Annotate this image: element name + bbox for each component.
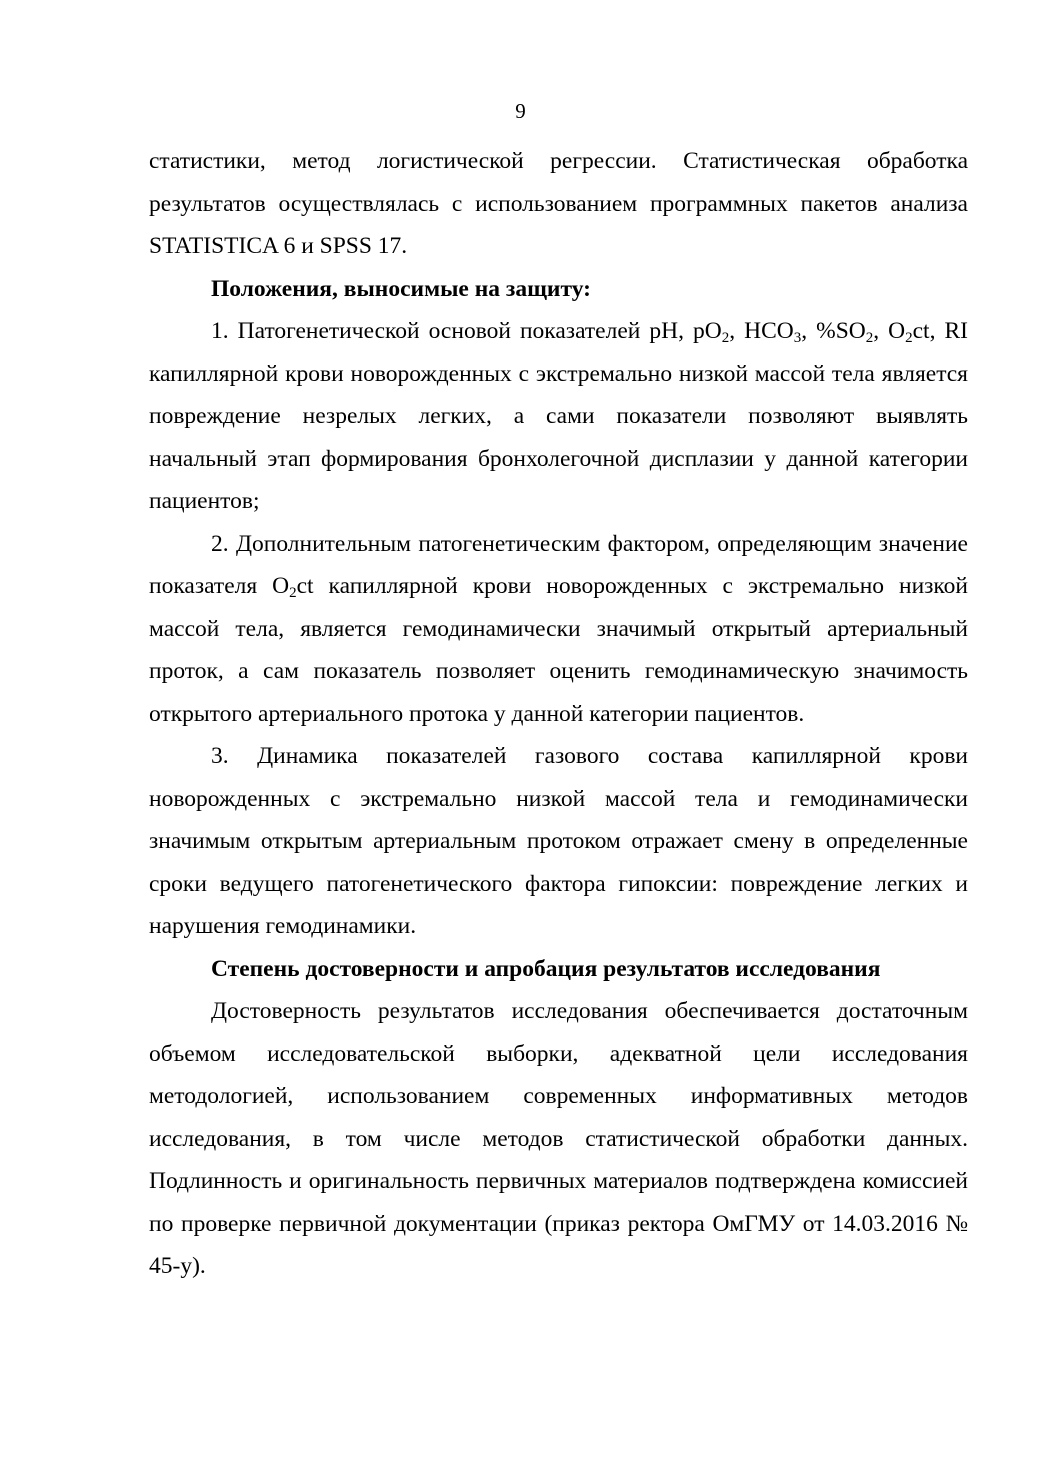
provision-3-paragraph: 3. Динамика показателей газового состава капиллярной крови новорожденных с экстремально низкой массой тела и гемодинамически значимым открытым артериальным протоком отражает смену в определенные сроки ведущего патогенетического фактора гипоксии: повреждение легких и нарушения гемодинамики.: [149, 743, 968, 939]
provision-1-text-b: , HCO: [729, 318, 794, 344]
page-number: 9: [515, 99, 526, 123]
provision-2-text-b: ct капиллярной крови новорожденных с экстремально низкой массой тела, является гемодинамически значимый открытый артериальный проток, а сам показатель позволяет оценить гемодинамическую значимость открытого артериального протока у данной категории пациентов.: [149, 573, 968, 727]
provision-1-paragraph: [149, 310, 968, 523]
provision-1-subscript-a: 2: [721, 330, 730, 346]
heading-reliability: Степень достоверности и апробация результатов исследования: [211, 955, 881, 982]
provision-1-text-a: 1. Патогенетической основой показателей pH, pO: [211, 318, 722, 344]
provision-2-paragraph: [149, 523, 968, 736]
provision-1-subscript-c: 2: [865, 330, 874, 346]
provision-1-text-e: ct, RI капиллярной крови новорожденных с экстремально низкой массой тела является повреждение незрелых легких, а сами показатели позволяют выявлять начальный этап формирования бронхолегочной дисплазии у данной категории пациентов;: [149, 318, 968, 514]
provision-1-text-d: , O: [873, 318, 906, 344]
provision-1-subscript-b: 3: [793, 330, 802, 346]
provision-1-subscript-d: 2: [905, 330, 913, 346]
provision-2-text-a: 2. Дополнительным патогенетическим фактором, определяющим значение показателя O: [149, 530, 968, 599]
provision-2-subscript-a: 2: [289, 585, 297, 601]
heading-provisions: Положения, выносимые на защиту:: [211, 275, 591, 302]
intro-paragraph: статистики, метод логистической регрессии. Статистическая обработка результатов осуществлялась с использованием программных пакетов анализа STATISTICA 6 и SPSS 17.: [149, 148, 968, 259]
reliability-paragraph: Достоверность результатов исследования обеспечивается достаточным объемом исследовательской выборки, адекватной цели исследования методологией, использованием современных информативных методов исследования, в том числе методов статистической обработки данных. Подлинность и оригинальность первичных материалов подтверждена комиссией по проверке первичной документации (приказ ректора ОмГМУ от 14.03.2016 № 45-у).: [149, 998, 968, 1279]
provision-1-text-c: , %SO: [801, 318, 866, 344]
body-text: [149, 140, 968, 1288]
